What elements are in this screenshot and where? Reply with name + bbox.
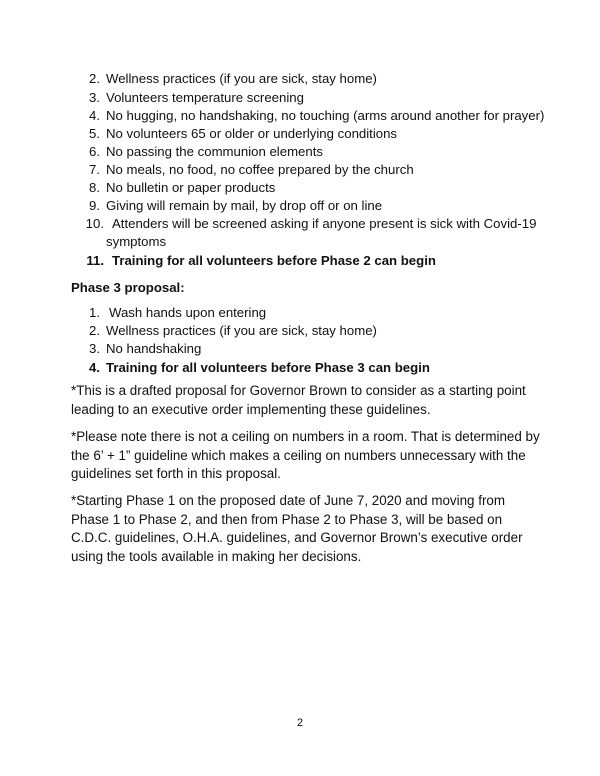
phase3-heading: Phase 3 proposal:: [71, 280, 185, 295]
page-number: 2: [296, 717, 304, 729]
document-page: 2. Wellness practices (if you are sick, stay home) 3. Volunteers temperature screening 4. No hugging, no handshaking, no touching (arms around another for prayer) 5. No volunteers 65 or older or underlying conditions 6. No passing the communion elements 7. No meals, no food, no coffee prepared by the church 8. No bulletin or paper products 9. Giving will remain by mail, by drop off or on line 10. Attenders will be screened asking if anyone present is sick with Covid-19 symptoms 11. Training for all volunteers before Phase 2 can begin Phase 3 proposal: 1. Wash hands upon entering 2. Wellness practices (if you are sick, stay home) 3. No handshaking 4. Training for all volunteers before Phase 3 can begin *This is a drafted proposal for Governor Brown to consider as a starting point leading to an executive order implementing these guidelines. *Please note there is not a ceiling on numbers in a room. That is determined by the 6’ + 1” guideline which makes a ceiling on numbers unnecessary with the guidelines set forth in this proposal. *Starting Phase 1 on the proposed date of June 7, 2020 and moving from Phase 1 to Phase 2, and then from Phase 2 to Phase 3, will be based on C.D.C. guidelines, O.H.A. guidelines, and Governor Brown’s executive order using the tools available in making her decisions. 2: [0, 0, 600, 776]
timeline-note-paragraph: *Starting Phase 1 on the proposed date of June 7, 2020 and moving from Phase 1 to Phase 2, and then from Phase 2 to Phase 3, will be based on C.D.C. guidelines, O.H.A. guidelines, and Governor Brown’s executive order using the tools available in making her decisions.: [71, 493, 523, 564]
ceiling-note-paragraph: *Please note there is not a ceiling on numbers in a room. That is determined by the 6’ + 1” guideline which makes a ceiling on numbers unnecessary with the guidelines set forth in this proposal.: [71, 429, 540, 481]
proposal-note-paragraph: *This is a drafted proposal for Governor Brown to consider as a starting point leading to an executive order implementing these guidelines.: [71, 383, 526, 417]
